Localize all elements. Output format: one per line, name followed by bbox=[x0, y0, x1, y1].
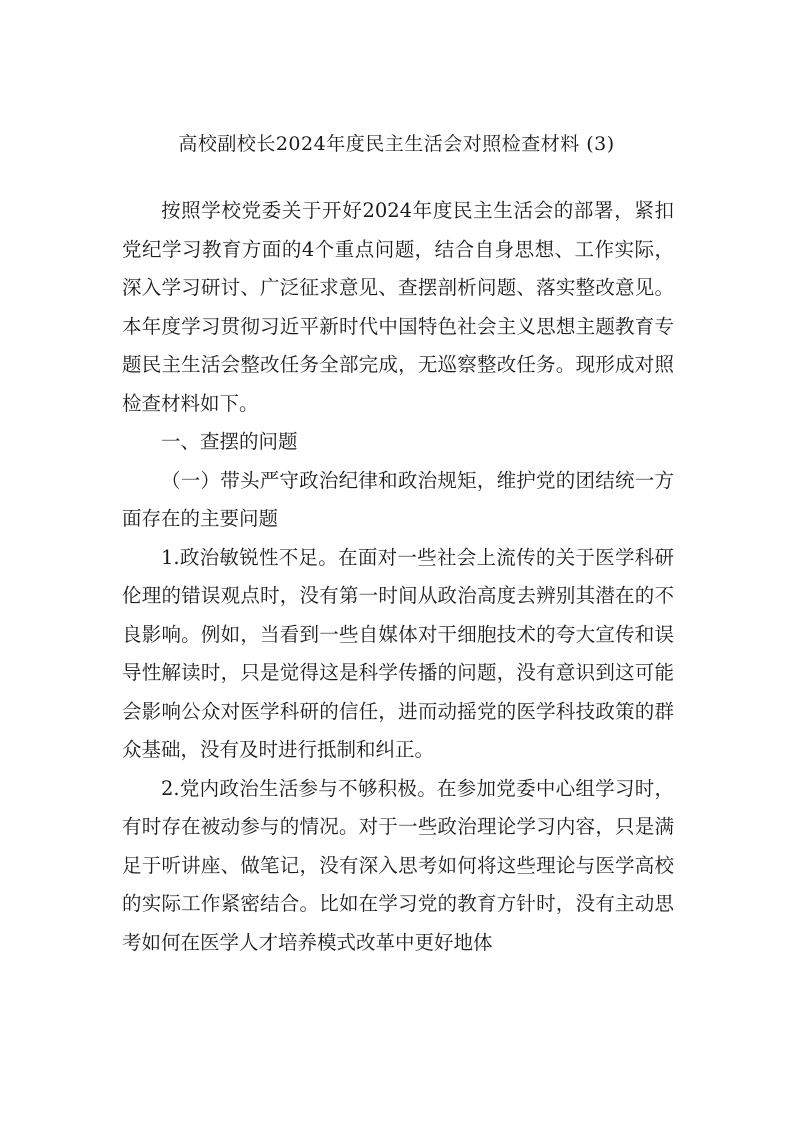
body-paragraph: 2.党内政治生活参与不够积极。在参加党委中心组学习时，有时存在被动参与的情况。对于一些政治理论学习内容，只是满足于听讲座、做笔记，没有深入思考如何将这些理论与医学高校的实际工作紧密结合。比如在学习党的教育方针时，没有主动思考如何在医学人才培养模式改革中更好地体 bbox=[122, 776, 674, 954]
document-body bbox=[122, 192, 674, 962]
section-heading: 一、查摆的问题 bbox=[161, 430, 298, 453]
document-title: 高校副校长2024年度民主生活会对照检查材料 (3) bbox=[178, 133, 615, 155]
intro-paragraph: 按照学校党委关于开好2024年度民主生活会的部署，紧扣党纪学习教育方面的4个重点问题，结合自身思想、工作实际，深入学习研讨、广泛征求意见、查摆剖析问题、落实整改意见。本年度学习贯彻习近平新时代中国特色社会主义思想主题教育专题民主生活会整改任务全部完成，无巡察整改任务。现形成对照检查材料如下。 bbox=[122, 199, 674, 415]
body-paragraph: 1.政治敏锐性不足。在面对一些社会上流传的关于医学科研伦理的错误观点时，没有第一时间从政治高度去辨别其潜在的不良影响。例如，当看到一些自媒体对干细胞技术的夸大宣传和误导性解读时，只是觉得这是科学传播的问题，没有意识到这可能会影响公众对医学科研的信任，进而动摇党的医学科技政策的群众基础，没有及时进行抵制和纠正。 bbox=[122, 545, 674, 761]
subsection-heading: （一）带头严守政治纪律和政治规矩，维护党的团结统一方面存在的主要问题 bbox=[122, 468, 674, 530]
